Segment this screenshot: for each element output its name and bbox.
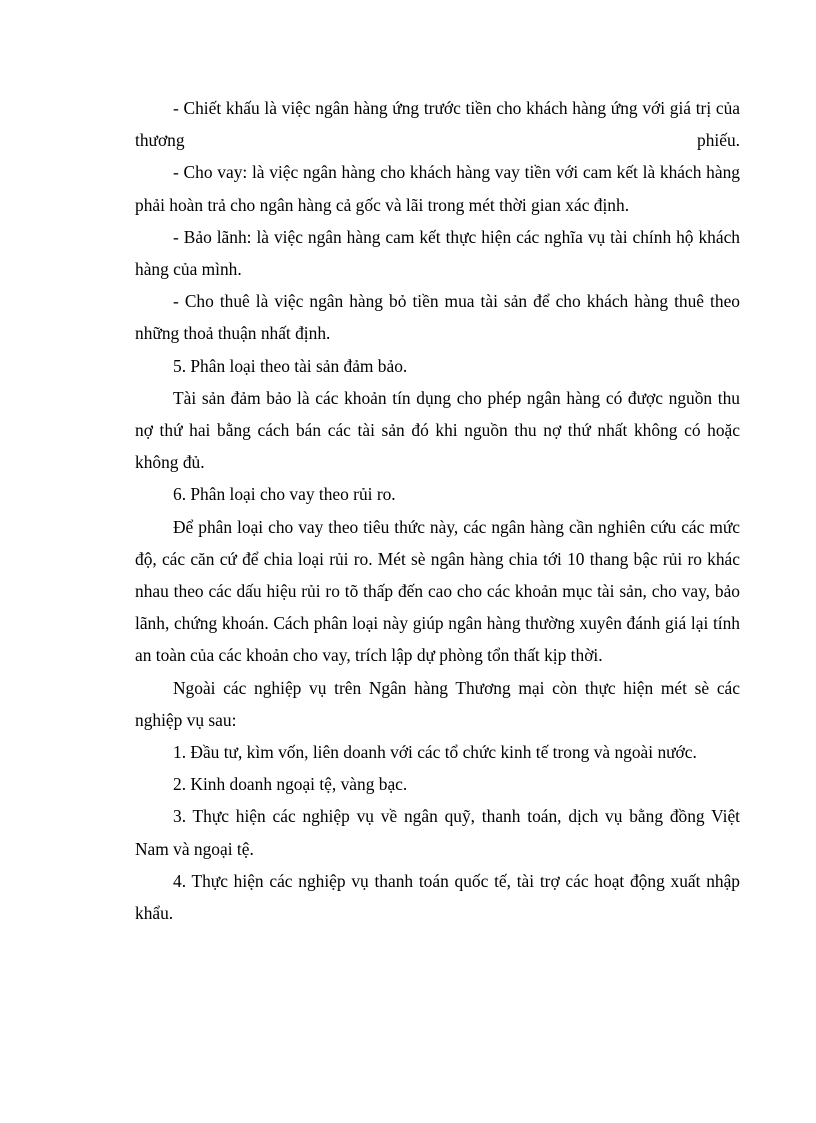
list-item-treasury: 3. Thực hiện các nghiệp vụ về ngân quỹ, thanh toán, dịch vụ bằng đồng Việt Nam và ngoại tệ. xyxy=(135,806,740,859)
document-page xyxy=(135,92,740,929)
paragraph-discount: - Chiết khấu là việc ngân hàng ứng trước tiền cho khách hàng ứng với giá trị của thương phiếu. xyxy=(135,98,740,151)
list-item-investment: 1. Đầu tư, kìm vốn, liên doanh với các tổ chức kinh tế trong và ngoài nước. xyxy=(173,742,697,763)
paragraph-risk: Để phân loại cho vay theo tiêu thức này, các ngân hàng cần nghiên cứu các mức độ, các căn cứ để chia loại rủi ro. Mét sè ngân hàng chia tới 10 thang bậc rủi ro khác nhau theo các dấu hiệu rủi ro tõ thấp đến cao cho các khoản mục tài sản, cho vay, bảo lãnh, chứng khoán. Cách phân loại này giúp ngân hàng thường xuyên đánh giá lại tính an toàn của các khoản cho vay, trích lập dự phòng tổn thất kịp thời. xyxy=(135,516,740,666)
paragraph-leasing: - Cho thuê là việc ngân hàng bỏ tiền mua tài sản để cho khách hàng thuê theo những thoả thuận nhất định. xyxy=(135,291,740,344)
paragraph-other-services-intro: Ngoài các nghiệp vụ trên Ngân hàng Thương mại còn thực hiện mét sè các nghiệp vụ sau: xyxy=(135,677,740,730)
list-item-foreign-exchange: 2. Kinh doanh ngoại tệ, vàng bạc. xyxy=(173,774,408,795)
heading-collateral-classification: 5. Phân loại theo tài sản đảm bảo. xyxy=(173,355,408,376)
paragraph-loan: - Cho vay: là việc ngân hàng cho khách hàng vay tiền với cam kết là khách hàng phải hoàn trả cho ngân hàng cả gốc và lãi trong mét thời gian xác định. xyxy=(135,162,740,215)
paragraph-collateral: Tài sản đảm bảo là các khoản tín dụng cho phép ngân hàng có được nguồn thu nợ thứ hai bằng cách bán các tài sản đó khi nguồn thu nợ thứ nhất không có hoặc không đủ. xyxy=(135,387,740,473)
list-item-international-payment: 4. Thực hiện các nghiệp vụ thanh toán quốc tế, tài trợ các hoạt động xuất nhập khẩu. xyxy=(135,870,740,924)
paragraph-guarantee: - Bảo lãnh: là việc ngân hàng cam kết thực hiện các nghĩa vụ tài chính hộ khách hàng của mình. xyxy=(135,226,740,280)
heading-risk-classification: 6. Phân loại cho vay theo rủi ro. xyxy=(173,484,396,505)
